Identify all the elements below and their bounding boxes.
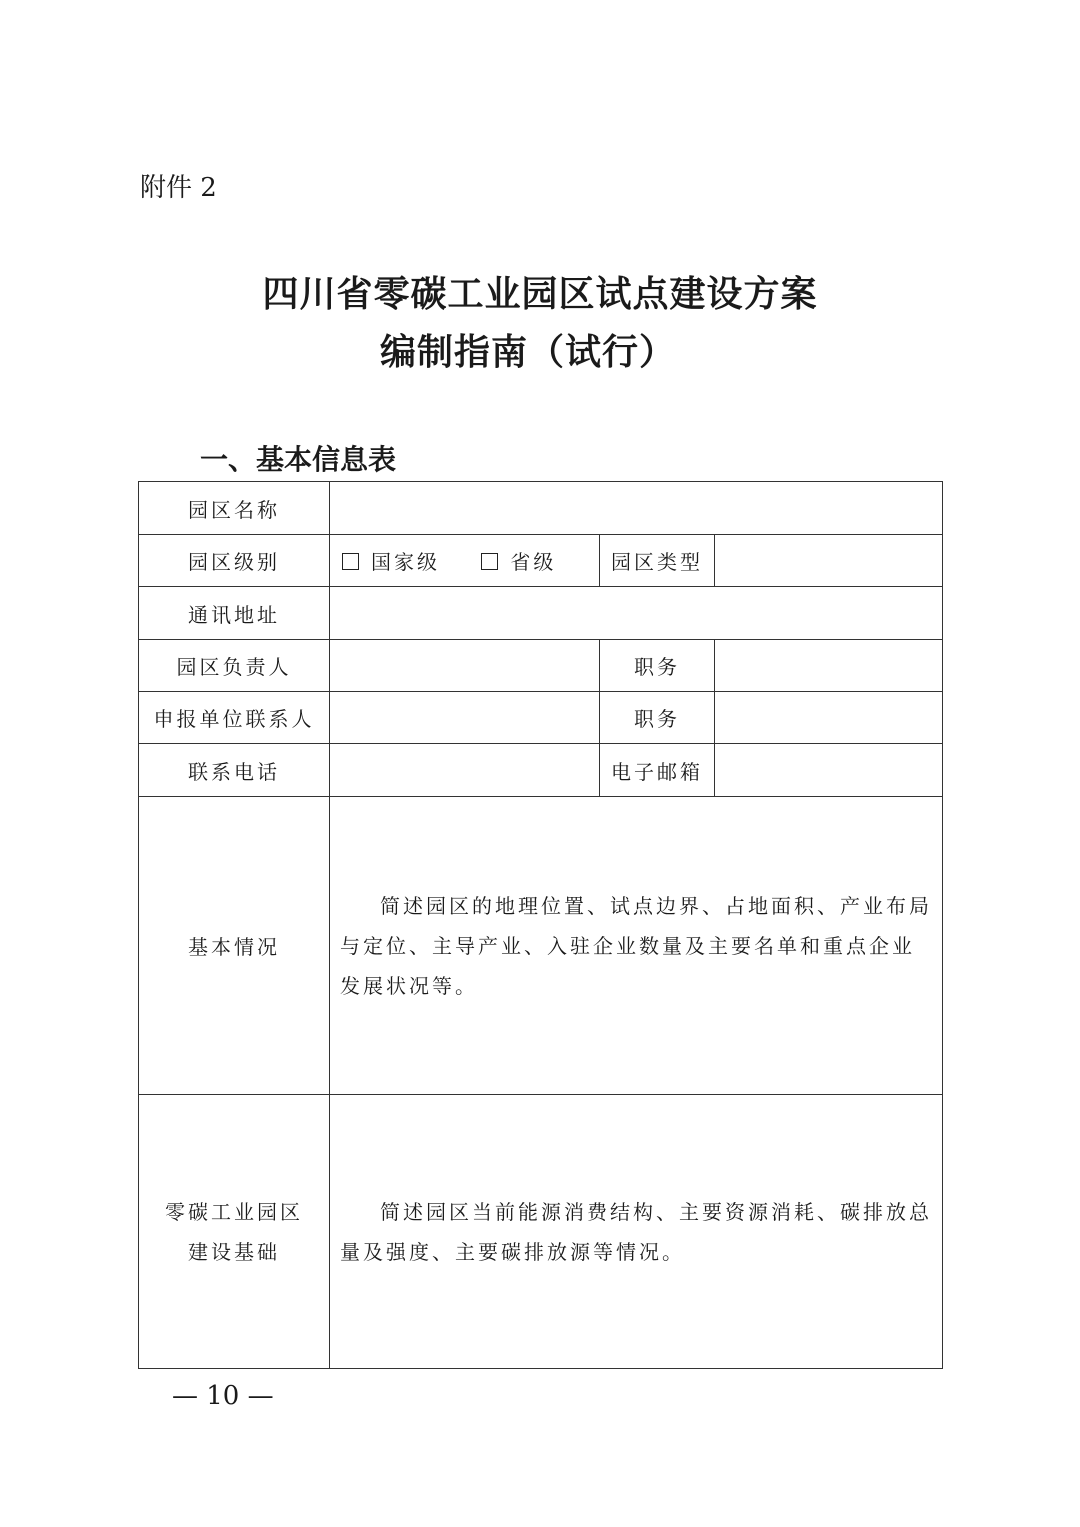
applicant-contact-field[interactable]	[330, 692, 600, 744]
row-address	[139, 587, 943, 640]
row-phone	[139, 744, 943, 797]
row-park-level	[139, 535, 943, 587]
park-head-label: 园区负责人	[139, 640, 330, 692]
attachment-label: 附件 2	[140, 173, 217, 203]
park-level-label: 园区级别	[139, 535, 330, 587]
park-head-position-label: 职务	[600, 640, 715, 692]
checkbox-provincial[interactable]	[481, 553, 498, 570]
address-field[interactable]	[330, 587, 943, 640]
level-option-national[interactable]	[342, 546, 440, 575]
row-basic-info	[139, 797, 943, 1095]
basic-info-table	[138, 481, 943, 1369]
row-applicant-contact	[139, 692, 943, 744]
park-type-field[interactable]	[715, 535, 943, 587]
level-option-national-label: 国家级	[371, 550, 440, 574]
applicant-contact-position-label: 职务	[600, 692, 715, 744]
foundation-field[interactable]	[330, 1095, 943, 1369]
address-label: 通讯地址	[139, 587, 330, 640]
checkbox-national[interactable]	[342, 553, 359, 570]
document-title-line-1: 四川省零碳工业园区试点建设方案	[262, 274, 818, 315]
park-type-label: 园区类型	[600, 535, 715, 587]
row-foundation	[139, 1095, 943, 1369]
foundation-text: 简述园区当前能源消费结构、主要资源消耗、碳排放总量及强度、主要碳排放源等情况。	[340, 1199, 932, 1264]
applicant-contact-label: 申报单位联系人	[139, 692, 330, 744]
foundation-label-line-1: 零碳工业园区	[165, 1199, 303, 1224]
phone-field[interactable]	[330, 744, 600, 797]
foundation-label-line-2: 建设基础	[188, 1239, 280, 1264]
basic-info-label: 基本情况	[139, 797, 330, 1095]
page-number: — 10 —	[172, 1381, 274, 1411]
park-level-options	[330, 535, 600, 587]
phone-label: 联系电话	[139, 744, 330, 797]
park-name-label: 园区名称	[139, 482, 330, 535]
row-park-name	[139, 482, 943, 535]
email-label: 电子邮箱	[600, 744, 715, 797]
park-head-field[interactable]	[330, 640, 600, 692]
section-heading: 一、基本信息表	[200, 443, 397, 476]
park-head-position-field[interactable]	[715, 640, 943, 692]
document-title-line-2: 编制指南（试行）	[380, 332, 677, 373]
basic-info-field[interactable]	[330, 797, 943, 1095]
applicant-contact-position-field[interactable]	[715, 692, 943, 744]
level-option-provincial-label: 省级	[510, 550, 557, 574]
level-option-provincial[interactable]	[481, 546, 556, 575]
park-name-field[interactable]	[330, 482, 943, 535]
basic-info-text: 简述园区的地理位置、试点边界、占地面积、产业布局与定位、主导产业、入驻企业数量及主要名单和重点企业发展状况等。	[340, 893, 932, 998]
row-park-head	[139, 640, 943, 692]
foundation-label	[139, 1095, 330, 1369]
email-field[interactable]	[715, 744, 943, 797]
